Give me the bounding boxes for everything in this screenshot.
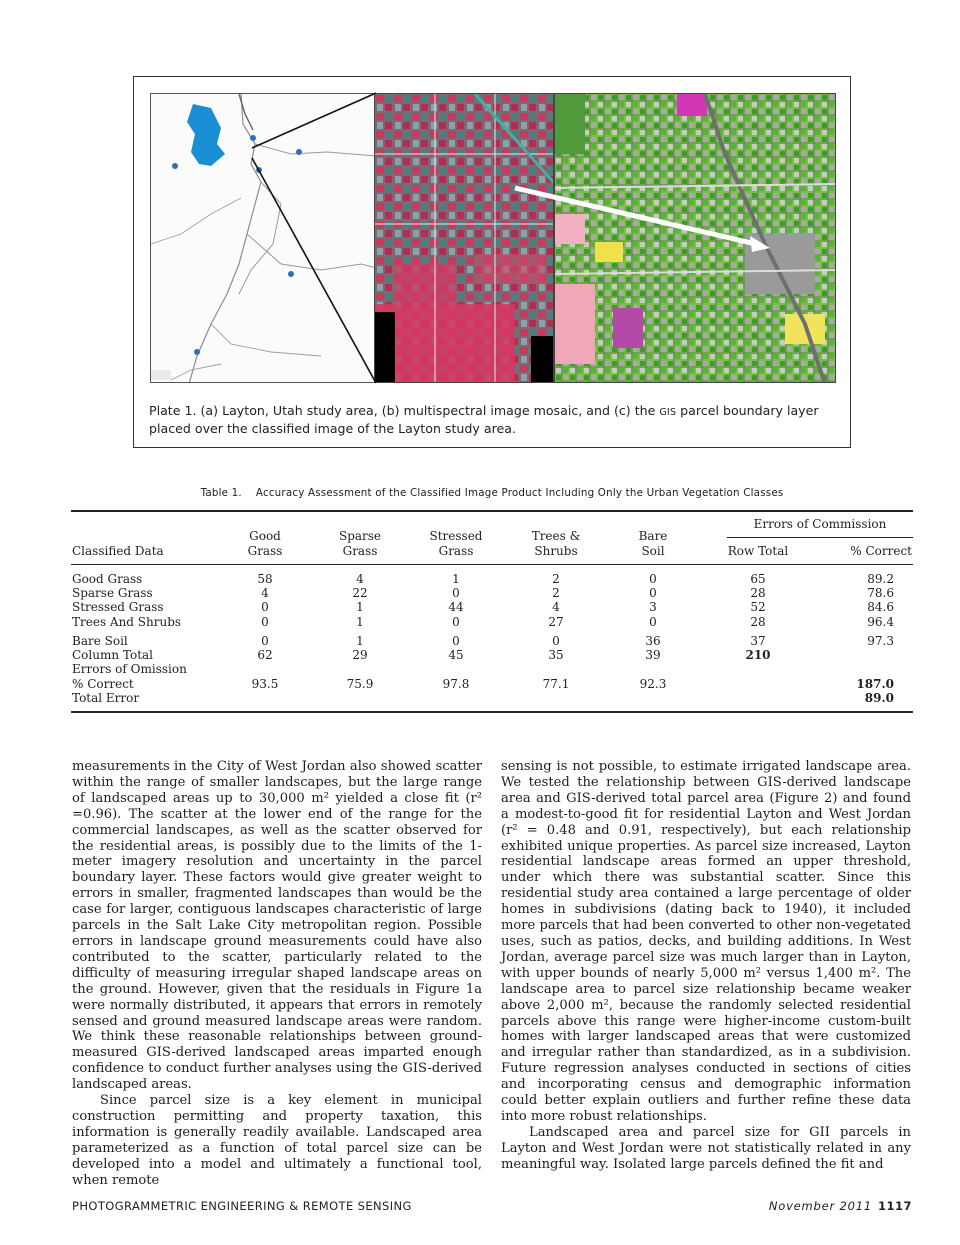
table-cell: 2 <box>552 586 560 600</box>
column-header-line2: Shrubs <box>534 544 578 558</box>
table-cell: 0 <box>649 572 657 586</box>
table-cell: 0 <box>261 615 269 629</box>
table-top-rule <box>71 510 913 512</box>
errors-of-omission-label: Errors of Omission <box>72 662 187 676</box>
table-cell: 1 <box>452 572 460 586</box>
table-row-total: 28 <box>750 586 766 600</box>
table-bottom-rule <box>71 711 913 713</box>
table-row-pct-correct: 89.2 <box>867 572 894 586</box>
table-cell: 1 <box>356 600 364 614</box>
column-header-line1: Stressed <box>429 529 483 543</box>
pct-correct-cell: 75.9 <box>346 677 374 691</box>
column-header-line1: Good <box>249 529 281 543</box>
table-errors-commission-rule <box>727 537 913 538</box>
pct-correct-sum: 187.0 <box>856 677 894 691</box>
body-column-right <box>501 759 911 1173</box>
plate-caption-gis: GIS <box>659 407 677 418</box>
table-cell: 0 <box>261 634 269 648</box>
column-header-line2: Grass <box>438 544 474 558</box>
table-cell: 58 <box>257 572 273 586</box>
plate-map-a <box>150 93 376 383</box>
table-row-total: 28 <box>750 615 766 629</box>
body-paragraph: sensing is not possible, to estimate irrigated landscape area. We tested the relationship between GIS-derived landscape area and GIS-derived total parcel area (Figure 2) and found a modest-to-good fit for residential Layton and West Jordan (r² = 0.48 and 0.91, respectively), but each relationship exhibited unique properties. As parcel size increased, Layton residential landscape areas formed an upper threshold, under which there was substantial scatter. Since this residential study area contained a large percentage of older homes in subdivisions (dating back to 1940), it included more parcels that had been converted to other non-vegetated uses, such as patios, decks, and building additions. In West Jordan, average parcel size was much larger than in Layton, with upper bounds of nearly 5,000 m² versus 1,400 m². The landscape area to parcel size relationship became weaker above 2,000 m², because the randomly selected residential parcels above this range were higher-income custom-built homes with larger landscaped areas that were customized and irregular rather than standardized, as in a subdivision. Future regression analyses conducted in sections of cities and incorporating census and demographic information could better explain outliers and further refine these data into more robust relationships. <box>501 759 911 1124</box>
pct-correct-cell: 93.5 <box>251 677 279 691</box>
parcel-classification-graphic <box>555 94 836 383</box>
table-cell: 27 <box>548 615 564 629</box>
table-row-total: 52 <box>750 600 766 614</box>
classified-data-header: Classified Data <box>72 544 164 558</box>
grand-total-cell: 210 <box>745 648 771 662</box>
column-header-line1: Sparse <box>338 529 382 543</box>
plate-map-c-parcel-boundary-layer <box>554 93 836 383</box>
table-cell: 22 <box>352 586 368 600</box>
body-column-left <box>72 759 482 1188</box>
multispectral-mosaic-graphic <box>375 94 554 383</box>
table-title <box>72 487 912 499</box>
locator-map-graphic <box>151 94 376 383</box>
column-header-line2: Grass <box>247 544 283 558</box>
column-total-cell: 39 <box>645 648 661 662</box>
plate-caption-post: parcel boundary layer placed over the classified image of the Layton study area. <box>149 403 819 436</box>
table-cell: 2 <box>552 572 560 586</box>
column-header-line2: Grass <box>342 544 378 558</box>
pct-correct-cell: 77.1 <box>542 677 570 691</box>
table-header-rule <box>71 564 913 565</box>
column-total-cell: 62 <box>257 648 273 662</box>
pct-correct-row-label: % Correct <box>72 677 134 691</box>
table-cell: 3 <box>649 600 657 614</box>
table-cell: 1 <box>356 634 364 648</box>
table-row-total: 65 <box>750 572 766 586</box>
column-total-cell: 35 <box>548 648 564 662</box>
total-error-label: Total Error <box>72 691 140 705</box>
table-caption: Accuracy Assessment of the Classified Image Product Including Only the Urban Vegetation Classes <box>255 487 784 499</box>
plate-map-b-multispectral-mosaic <box>374 93 554 383</box>
footer-page-number: 1117 <box>877 1199 912 1213</box>
table-cell: 0 <box>452 586 460 600</box>
column-header-line1: Bare <box>638 529 668 543</box>
body-paragraph: Landscaped area and parcel size for GII parcels in Layton and West Jordan were not statistically related in any meaningful way. Isolated large parcels defined the fit and <box>501 1124 911 1172</box>
body-paragraph: Since parcel size is a key element in municipal construction permitting and property taxation, this information is generally readily available. Landscaped area parameterized as a function of total parcel size can be developed into a model and ultimately a functional tool, when remote <box>72 1093 482 1188</box>
column-header-line2: Soil <box>641 544 665 558</box>
row-total-header: Row Total <box>727 544 789 558</box>
footer-journal-name: PHOTOGRAMMETRIC ENGINEERING & REMOTE SENSING <box>72 1199 412 1213</box>
table-row-label: Good Grass <box>72 572 143 586</box>
table-row-pct-correct: 78.6 <box>867 586 894 600</box>
total-error-value: 89.0 <box>864 691 894 705</box>
plate-caption <box>149 403 839 437</box>
table-row-pct-correct: 84.6 <box>867 600 894 614</box>
table-cell: 4 <box>261 586 269 600</box>
table-label: Table 1. <box>200 487 242 499</box>
footer-date-page <box>769 1199 912 1213</box>
plate-caption-pre: Plate 1. (a) Layton, Utah study area, (b) multispectral image mosaic, and (c) the <box>149 403 660 418</box>
table-row-label: Stressed Grass <box>72 600 164 614</box>
body-paragraph: measurements in the City of West Jordan also showed scatter within the range of smaller landscapes, but the large range of landscaped areas up to 30,000 m² yielded a close fit (r² =0.96). The scatter at the lower end of the range for the commercial landscapes, as well as the scatter observed for the residential areas, is possibly due to the limits of the 1-meter imagery resolution and uncertainty in the parcel boundary layer. These factors would give greater weight to errors in smaller, fragmented landscapes than would be the case for larger, contiguous landscapes characteristic of large parcels in the Salt Lake City metropolitan region. Possible errors in landscape ground measurements could have also contributed to the scatter, particularly related to the difficulty of measuring irregular shaped landscape areas on the ground. However, given that the residuals in Figure 1a were normally distributed, it appears that errors in remotely sensed and ground measured landscape areas were random. We think these reasonable relationships between ground-measured GIS-derived landscaped areas imparted enough confidence to conduct further analyses using the GIS-derived landscaped areas. <box>72 759 482 1093</box>
column-total-cell: 29 <box>352 648 368 662</box>
table-cell: 0 <box>452 634 460 648</box>
table-row-pct-correct: 97.3 <box>867 634 894 648</box>
table-cell: 0 <box>261 600 269 614</box>
table-row-label: Sparse Grass <box>72 586 153 600</box>
column-header-line1: Trees & <box>531 529 581 543</box>
table-row-label: Trees And Shrubs <box>72 615 182 629</box>
table-cell: 44 <box>448 600 464 614</box>
table-cell: 36 <box>645 634 661 648</box>
errors-of-commission-header: Errors of Commission <box>753 517 887 531</box>
pct-correct-cell: 97.8 <box>442 677 470 691</box>
table-cell: 4 <box>356 572 364 586</box>
table-cell: 4 <box>552 600 560 614</box>
table-cell: 0 <box>649 615 657 629</box>
pct-correct-cell: 92.3 <box>639 677 667 691</box>
column-total-label: Column Total <box>72 648 154 662</box>
table-cell: 0 <box>649 586 657 600</box>
table-row-label: Bare Soil <box>72 634 128 648</box>
table-row-pct-correct: 96.4 <box>867 615 894 629</box>
footer-date: November 2011 <box>768 1199 872 1213</box>
column-total-cell: 45 <box>448 648 464 662</box>
table-cell: 1 <box>356 615 364 629</box>
table-cell: 0 <box>452 615 460 629</box>
table-cell: 0 <box>552 634 560 648</box>
pct-correct-header: % Correct <box>850 544 912 558</box>
table-row-total: 37 <box>750 634 766 648</box>
